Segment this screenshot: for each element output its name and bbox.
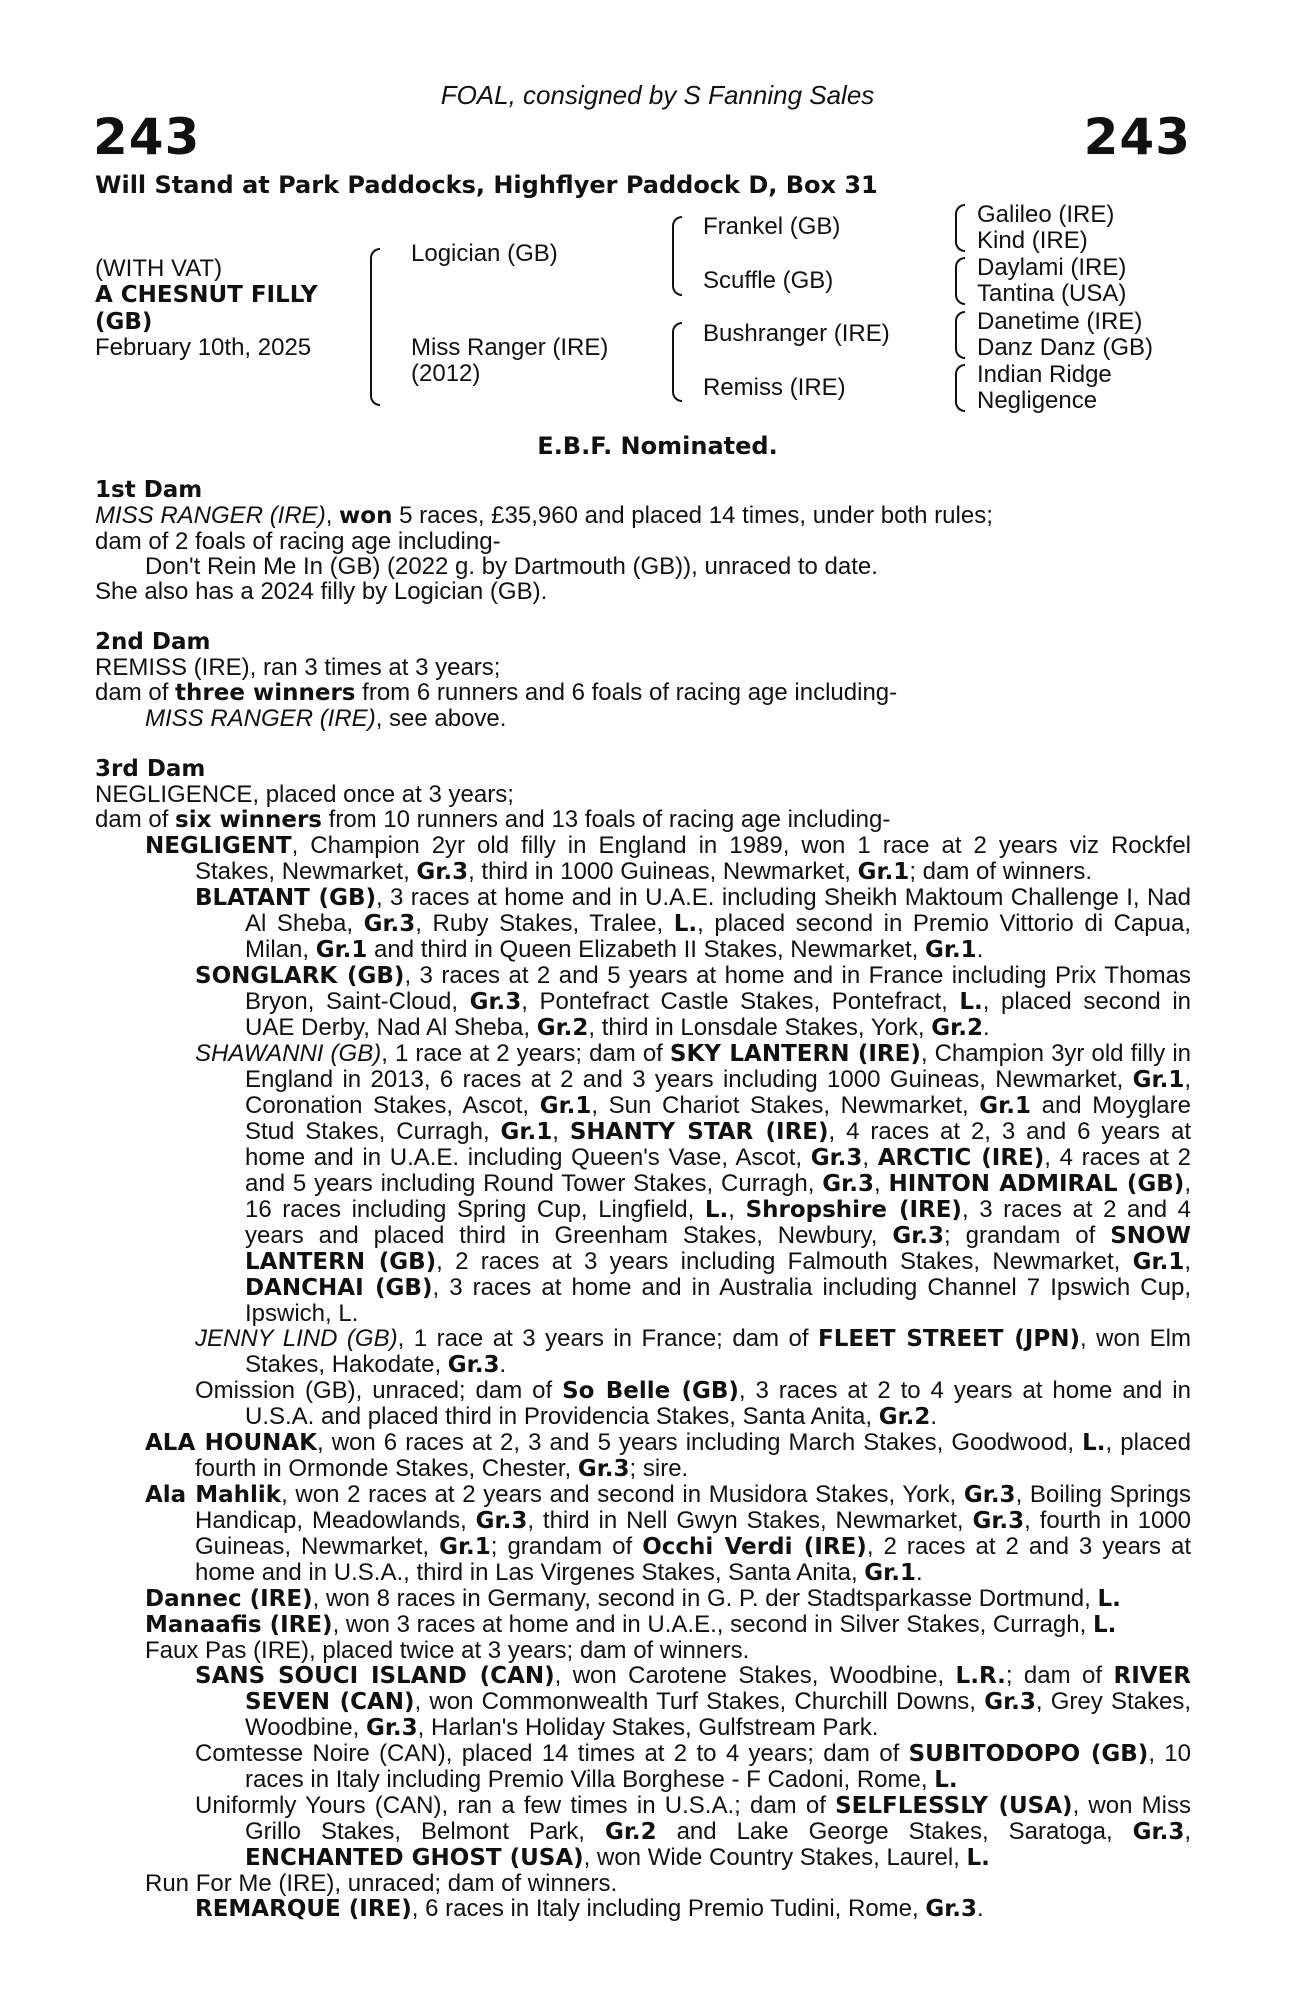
vat-label: (WITH VAT) <box>95 255 223 282</box>
sire: Logician (GB) <box>411 240 558 267</box>
ebf-nomination: E.B.F. Nominated. <box>537 432 778 460</box>
dam-record: NEGLIGENCE, placed once at 3 years; <box>95 781 514 808</box>
produce-entry: ALA HOUNAK, won 6 races at 2, 3 and 5 years including March Stakes, Goodwood, L., placed fourth in Ormonde Stakes, Chester, Gr.3; sire. <box>145 1429 1191 1482</box>
produce-entry: SONGLARK (GB), 3 races at 2 and 5 years at home and in France including Prix Thomas Bryon, Saint-Cloud, Gr.3, Pontefract Castle Stakes, Pontefract, L., placed second in UAE Derby, Nad Al Sheba, Gr.2, third in Lonsdale Stakes, York, Gr.2. <box>195 962 1191 1041</box>
dam: Miss Ranger (IRE) <box>411 334 609 361</box>
produce-note: She also has a 2024 filly by Logician (GB). <box>95 578 548 605</box>
produce-entry: Manaafis (IRE), won 3 races at home and in U.A.E., second in Silver Stakes, Curragh, L. <box>145 1611 1117 1638</box>
subject-country: (GB) <box>95 309 153 335</box>
dam-dam: Remiss (IRE) <box>703 374 846 401</box>
brace-3 <box>672 322 682 402</box>
ggs-5: Danetime (IRE) <box>977 308 1143 335</box>
dam-record: MISS RANGER (IRE), won 5 races, £35,960 and placed 14 times, under both rules; <box>95 502 993 529</box>
produce-entry: JENNY LIND (GB), 1 race at 3 years in France; dam of FLEET STREET (JPN), won Elm Stakes, Hakodate, Gr.3. <box>195 1325 1191 1378</box>
section-heading: 2nd Dam <box>95 629 211 655</box>
stand-location: Will Stand at Park Paddocks, Highflyer Paddock D, Box 31 <box>95 171 878 199</box>
produce-entry: NEGLIGENT, Champion 2yr old filly in England in 1989, won 1 race at 2 years viz Rockfel Stakes, Newmarket, Gr.3, third in 1000 Guineas, Newmarket, Gr.1; dam of winners. <box>145 832 1191 885</box>
produce-entry: BLATANT (GB), 3 races at home and in U.A.E. including Sheikh Maktoum Challenge I, Nad Al Sheba, Gr.3, Ruby Stakes, Tralee, L., placed second in Premio Vittorio di Capua, Milan, Gr.1 and third in Queen Elizabeth II Stakes, Newmarket, Gr.1. <box>195 884 1191 963</box>
ggs-7: Indian Ridge <box>977 361 1112 388</box>
ggs-2: Kind (IRE) <box>977 227 1088 254</box>
second-dam-section <box>95 630 1191 731</box>
brace-6 <box>955 311 965 359</box>
ggs-4: Tantina (USA) <box>977 280 1127 307</box>
ggs-8: Negligence <box>977 387 1098 414</box>
produce-entry: Comtesse Noire (CAN), placed 14 times at 2 to 4 years; dam of SUBITODOPO (GB), 10 races in Italy including Premio Villa Borghese - F Cadoni, Rome, L. <box>195 1740 1192 1793</box>
dam-produce-intro: dam of 2 foals of racing age including- <box>95 528 501 555</box>
ggs-1: Galileo (IRE) <box>977 201 1115 228</box>
brace-2 <box>672 216 682 296</box>
subject-dob: February 10th, 2025 <box>95 334 312 361</box>
produce-entry: MISS RANGER (IRE), see above. <box>145 705 507 732</box>
dam-year: (2012) <box>411 360 481 387</box>
consignor-line: FOAL, consigned by S Fanning Sales <box>440 80 875 110</box>
ggs-3: Daylami (IRE) <box>977 254 1127 281</box>
lot-number-left: 243 <box>93 108 201 166</box>
section-heading: 1st Dam <box>95 477 203 503</box>
produce-entry: Omission (GB), unraced; dam of So Belle (GB), 3 races at 2 to 4 years at home and in U.S.A. and placed third in Providencia Stakes, Santa Anita, Gr.2. <box>195 1377 1191 1430</box>
produce-entry: Uniformly Yours (CAN), ran a few times in U.S.A.; dam of SELFLESSLY (USA), won Miss Grillo Stakes, Belmont Park, Gr.2 and Lake George Stakes, Saratoga, Gr.3, ENCHANTED GHOST (USA), won Wide Country Stakes, Laurel, L. <box>195 1792 1191 1871</box>
brace-4 <box>955 204 965 252</box>
first-dam-section <box>95 478 1191 604</box>
dam-sire: Bushranger (IRE) <box>703 320 890 347</box>
produce-entry: SHAWANNI (GB), 1 race at 2 years; dam of SKY LANTERN (IRE), Champion 3yr old filly in England in 2013, 6 races at 2 and 3 years including 1000 Guineas, Newmarket, Gr.1, Coronation Stakes, Ascot, Gr.1, Sun Chariot Stakes, Newmarket, Gr.1 and Moyglare Stud Stakes, Curragh, Gr.1, SHANTY STAR (IRE), 4 races at 2, 3 and 6 years at home and in U.A.E. including Queen's Vase, Ascot, Gr.3, ARCTIC (IRE), 4 races at 2 and 5 years including Round Tower Stakes, Curragh, Gr.3, HINTON ADMIRAL (GB), 16 races including Spring Cup, Lingfield, L., Shropshire (IRE), 3 races at 2 and 4 years and placed third in Greenham Stakes, Newbury, Gr.3; grandam of SNOW LANTERN (GB), 2 races at 3 years including Falmouth Stakes, Newmarket, Gr.1, DANCHAI (GB), 3 races at home and in Australia including Channel 7 Ipswich Cup, Ipswich, L. <box>195 1040 1192 1327</box>
produce-entry: Ala Mahlik, won 2 races at 2 years and second in Musidora Stakes, York, Gr.3, Boiling Springs Handicap, Meadowlands, Gr.3, third in Nell Gwyn Stakes, Newmarket, Gr.3, fourth in 1000 Guineas, Newmarket, Gr.1; grandam of Occhi Verdi (IRE), 2 races at 2 and 3 years at home and in U.S.A., third in Las Virgenes Stakes, Santa Anita, Gr.1. <box>145 1481 1192 1586</box>
lot-number-right: 243 <box>1083 108 1191 166</box>
dam-produce-intro: dam of six winners from 10 runners and 13 foals of racing age including- <box>95 806 891 833</box>
produce-entry: REMARQUE (IRE), 6 races in Italy including Premio Tudini, Rome, Gr.3. <box>195 1895 984 1922</box>
sire-dam: Scuffle (GB) <box>703 267 834 294</box>
brace-5 <box>955 257 965 305</box>
produce-entry: Faux Pas (IRE), placed twice at 3 years; dam of winners. <box>145 1637 750 1664</box>
dam-record: REMISS (IRE), ran 3 times at 3 years; <box>95 654 501 681</box>
sire-sire: Frankel (GB) <box>703 213 841 240</box>
dam-produce-intro: dam of three winners from 6 runners and 6 foals of racing age including- <box>95 679 898 706</box>
brace-7 <box>955 364 965 412</box>
section-heading: 3rd Dam <box>95 756 206 782</box>
ggs-6: Danz Danz (GB) <box>977 334 1154 361</box>
subject-name: A CHESNUT FILLY <box>95 282 318 308</box>
produce-entry: Dannec (IRE), won 8 races in Germany, second in G. P. der Stadtsparkasse Dortmund, L. <box>145 1585 1121 1612</box>
produce-entry: Run For Me (IRE), unraced; dam of winners. <box>145 1870 618 1897</box>
brace-1 <box>370 248 380 406</box>
third-dam-section <box>95 757 1191 1922</box>
produce-entry: Don't Rein Me In (GB) (2022 g. by Dartmouth (GB)), unraced to date. <box>145 553 878 580</box>
produce-entry: SANS SOUCI ISLAND (CAN), won Carotene Stakes, Woodbine, L.R.; dam of RIVER SEVEN (CAN), won Commonwealth Turf Stakes, Churchill Downs, Gr.3, Grey Stakes, Woodbine, Gr.3, Harlan's Holiday Stakes, Gulfstream Park. <box>195 1662 1191 1741</box>
